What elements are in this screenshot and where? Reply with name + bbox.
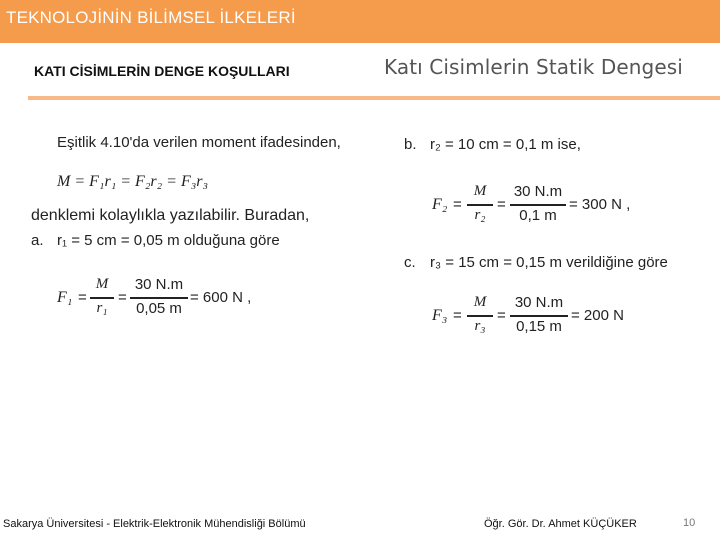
f2-equals-2: = xyxy=(497,196,506,213)
f3-fraction-bar xyxy=(467,315,493,317)
f2-fraction-bar xyxy=(467,204,493,206)
f2-value-bar xyxy=(510,204,566,206)
f1-denominator-symbol: r₁ xyxy=(96,300,108,316)
f3-denominator-symbol: r₃ xyxy=(474,318,486,334)
f1-lhs: F₁ xyxy=(57,289,73,306)
f2-denominator-value: 0,1 m xyxy=(519,207,557,224)
f2-equals: = xyxy=(453,196,462,213)
f3-value-bar xyxy=(510,315,568,317)
item-b-label: b. xyxy=(404,136,417,153)
f1-numerator-value: 30 N.m xyxy=(134,276,184,293)
footer-author: Öğr. Gör. Dr. Ahmet KÜÇÜKER xyxy=(484,518,637,530)
f1-numerator-symbol: M xyxy=(95,276,109,292)
f2-result: = 300 N , xyxy=(569,196,631,213)
item-a-text: r₁ = 5 cm = 0,05 m olduğuna göre xyxy=(57,232,280,249)
f1-value-bar xyxy=(130,297,188,299)
f2-numerator-value: 30 N.m xyxy=(513,183,563,200)
f1-value-fraction xyxy=(130,276,188,324)
f3-result: = 200 N xyxy=(571,307,624,324)
intro-line: Eşitlik 4.10'da verilen moment ifadesinden, xyxy=(57,134,341,151)
f3-symbolic-fraction xyxy=(467,294,493,342)
item-a-label: a. xyxy=(31,232,44,249)
f2-lhs: F₂ xyxy=(432,196,448,213)
f1-fraction-bar xyxy=(90,297,114,299)
f2-value-fraction xyxy=(510,183,566,231)
section-subtitle: KATI CİSİMLERİN DENGE KOŞULLARI xyxy=(34,63,290,79)
f3-equals-2: = xyxy=(497,307,506,324)
header-bar xyxy=(0,0,720,43)
f1-equals-2: = xyxy=(118,289,127,306)
f1-symbolic-fraction xyxy=(90,276,114,324)
moment-equation: M = F₁r₁ = F₂r₂ = F₃r₃ xyxy=(57,173,209,190)
f2-symbolic-fraction xyxy=(467,183,493,231)
f3-numerator-value: 30 N.m xyxy=(514,294,564,311)
f1-equals: = xyxy=(78,289,87,306)
derivation-line: denklemi kolaylıkla yazılabilir. Buradan, xyxy=(31,207,310,224)
f3-denominator-value: 0,15 m xyxy=(516,318,562,335)
item-c-text: r₃ = 15 cm = 0,15 m verildiğine göre xyxy=(430,254,668,271)
f1-result: = 600 N , xyxy=(190,289,252,306)
slide-title: Katı Cisimlerin Statik Dengesi xyxy=(384,55,683,79)
f2-numerator-symbol: M xyxy=(473,183,487,199)
f3-numerator-symbol: M xyxy=(473,294,487,310)
f2-denominator-symbol: r₂ xyxy=(474,207,486,223)
f1-denominator-value: 0,05 m xyxy=(136,300,182,317)
title-divider xyxy=(28,96,720,100)
page-number: 10 xyxy=(683,517,696,529)
item-c-label: c. xyxy=(404,254,416,271)
f3-value-fraction xyxy=(510,294,568,342)
item-b-text: r₂ = 10 cm = 0,1 m ise, xyxy=(430,136,581,153)
course-title: TEKNOLOJİNİN BİLİMSEL İLKELERİ xyxy=(6,8,296,27)
f3-lhs: F₃ xyxy=(432,307,448,324)
footer-institution: Sakarya Üniversitesi - Elektrik-Elektronik Mühendisliği Bölümü xyxy=(3,518,306,530)
f3-equals: = xyxy=(453,307,462,324)
